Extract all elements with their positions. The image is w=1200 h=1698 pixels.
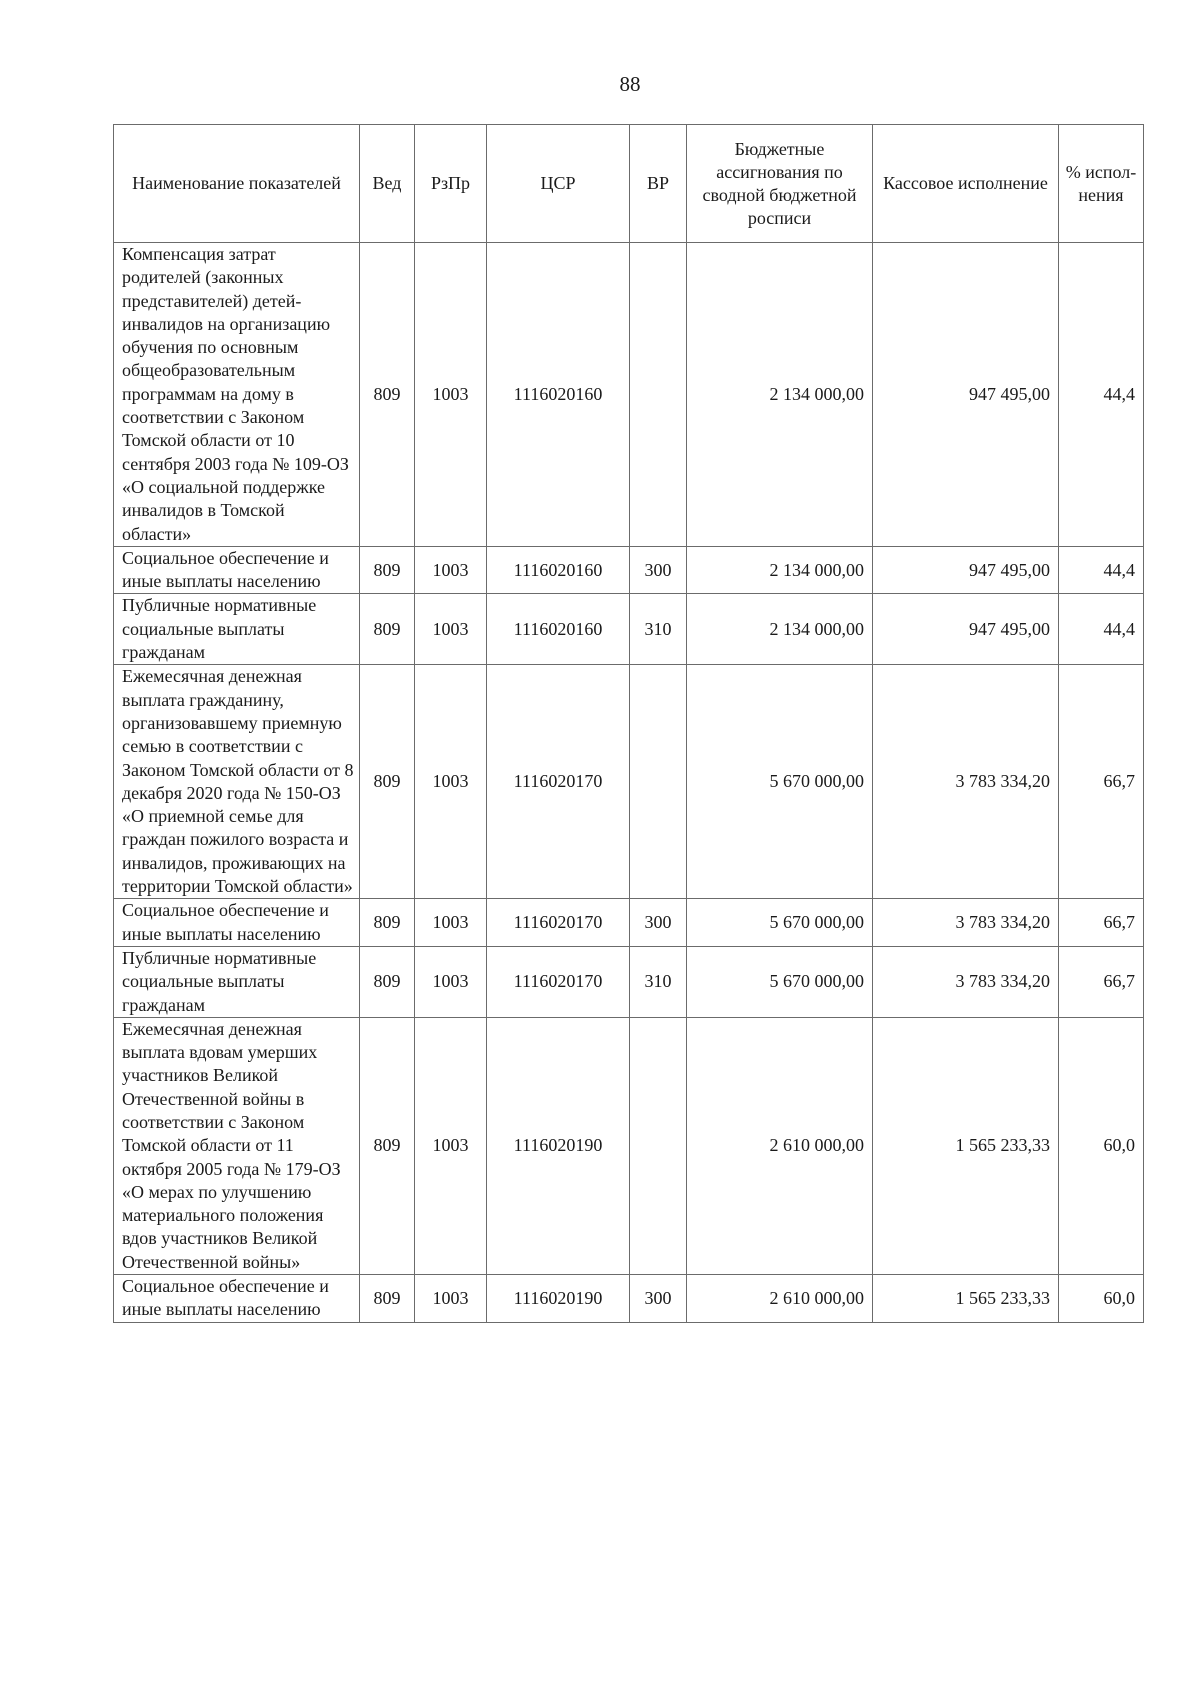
- cell-budget: 5 670 000,00: [687, 665, 873, 899]
- cell-csr: 1116020170: [487, 899, 630, 947]
- cell-name: Компенсация затрат родителей (законных представителей) детей-инвалидов на организацию обучения по основным общеобразовательным программам на дому в соответствии с Законом Томской области от 10 сентября 2003 года № 109-ОЗ «О социальной поддержке инвалидов в Томской области»: [114, 243, 360, 547]
- cell-cash: 1 565 233,33: [873, 1017, 1059, 1274]
- cell-rzpr: 1003: [415, 946, 487, 1017]
- cell-pct: 60,0: [1059, 1275, 1144, 1323]
- table-row: [114, 594, 1144, 665]
- cell-cash: 3 783 334,20: [873, 665, 1059, 899]
- cell-name: Публичные нормативные социальные выплаты гражданам: [114, 946, 360, 1017]
- cell-vr: [630, 665, 687, 899]
- cell-budget: 2 610 000,00: [687, 1275, 873, 1323]
- cell-vr: 300: [630, 1275, 687, 1323]
- table-body: [114, 243, 1144, 1323]
- table-row: [114, 1017, 1144, 1274]
- cell-budget: 5 670 000,00: [687, 946, 873, 1017]
- cell-cash: 947 495,00: [873, 546, 1059, 594]
- cell-rzpr: 1003: [415, 594, 487, 665]
- cell-vr: 300: [630, 546, 687, 594]
- cell-rzpr: 1003: [415, 899, 487, 947]
- cell-pct: 66,7: [1059, 665, 1144, 899]
- cell-name: Социальное обеспечение и иные выплаты населению: [114, 899, 360, 947]
- cell-cash: 3 783 334,20: [873, 946, 1059, 1017]
- cell-rzpr: 1003: [415, 243, 487, 547]
- cell-csr: 1116020160: [487, 546, 630, 594]
- cell-ved: 809: [360, 665, 415, 899]
- cell-name: Ежемесячная денежная выплата гражданину, организовавшему приемную семью в соответствии с Законом Томской области от 8 декабря 2020 года № 150-ОЗ «О приемной семье для граждан пожилого возраста и инвалидов, проживающих на территории Томской области»: [114, 665, 360, 899]
- cell-csr: 1116020170: [487, 665, 630, 899]
- cell-vr: 310: [630, 594, 687, 665]
- table-row: [114, 243, 1144, 547]
- col-header-pct: % испол-нения: [1059, 125, 1144, 243]
- cell-name: Социальное обеспечение и иные выплаты населению: [114, 546, 360, 594]
- header-row: [114, 125, 1144, 243]
- cell-cash: 947 495,00: [873, 594, 1059, 665]
- cell-name: Социальное обеспечение и иные выплаты населению: [114, 1275, 360, 1323]
- cell-ved: 809: [360, 594, 415, 665]
- col-header-cash: Кассовое исполнение: [873, 125, 1059, 243]
- cell-csr: 1116020170: [487, 946, 630, 1017]
- col-header-budget: Бюджетные ассигнования по сводной бюджетной росписи: [687, 125, 873, 243]
- table-row: [114, 899, 1144, 947]
- cell-ved: 809: [360, 946, 415, 1017]
- cell-ved: 809: [360, 1275, 415, 1323]
- cell-ved: 809: [360, 243, 415, 547]
- cell-pct: 44,4: [1059, 243, 1144, 547]
- table-header: [114, 125, 1144, 243]
- cell-ved: 809: [360, 546, 415, 594]
- cell-ved: 809: [360, 899, 415, 947]
- cell-vr: 310: [630, 946, 687, 1017]
- col-header-vr: ВР: [630, 125, 687, 243]
- col-header-name: Наименование показателей: [114, 125, 360, 243]
- cell-vr: [630, 243, 687, 547]
- cell-name: Публичные нормативные социальные выплаты гражданам: [114, 594, 360, 665]
- budget-execution-table: [113, 124, 1144, 1323]
- cell-budget: 2 134 000,00: [687, 594, 873, 665]
- cell-budget: 2 134 000,00: [687, 546, 873, 594]
- cell-rzpr: 1003: [415, 1017, 487, 1274]
- table-row: [114, 546, 1144, 594]
- table-row: [114, 665, 1144, 899]
- col-header-rzpr: РзПр: [415, 125, 487, 243]
- table-row: [114, 1275, 1144, 1323]
- cell-pct: 66,7: [1059, 946, 1144, 1017]
- cell-csr: 1116020190: [487, 1017, 630, 1274]
- col-header-csr: ЦСР: [487, 125, 630, 243]
- page-number: 88: [619, 72, 641, 96]
- cell-pct: 44,4: [1059, 594, 1144, 665]
- cell-budget: 2 134 000,00: [687, 243, 873, 547]
- table-row: [114, 946, 1144, 1017]
- col-header-ved: Вед: [360, 125, 415, 243]
- cell-pct: 44,4: [1059, 546, 1144, 594]
- cell-rzpr: 1003: [415, 546, 487, 594]
- cell-rzpr: 1003: [415, 665, 487, 899]
- cell-cash: 1 565 233,33: [873, 1275, 1059, 1323]
- cell-budget: 2 610 000,00: [687, 1017, 873, 1274]
- cell-pct: 66,7: [1059, 899, 1144, 947]
- cell-csr: 1116020190: [487, 1275, 630, 1323]
- cell-cash: 947 495,00: [873, 243, 1059, 547]
- cell-pct: 60,0: [1059, 1017, 1144, 1274]
- cell-rzpr: 1003: [415, 1275, 487, 1323]
- cell-budget: 5 670 000,00: [687, 899, 873, 947]
- cell-name: Ежемесячная денежная выплата вдовам умерших участников Великой Отечественной войны в соответствии с Законом Томской области от 11 октября 2005 года № 179-ОЗ «О мерах по улучшению материального положения вдов участников Великой Отечественной войны»: [114, 1017, 360, 1274]
- cell-cash: 3 783 334,20: [873, 899, 1059, 947]
- cell-csr: 1116020160: [487, 243, 630, 547]
- cell-vr: 300: [630, 899, 687, 947]
- cell-vr: [630, 1017, 687, 1274]
- cell-ved: 809: [360, 1017, 415, 1274]
- cell-csr: 1116020160: [487, 594, 630, 665]
